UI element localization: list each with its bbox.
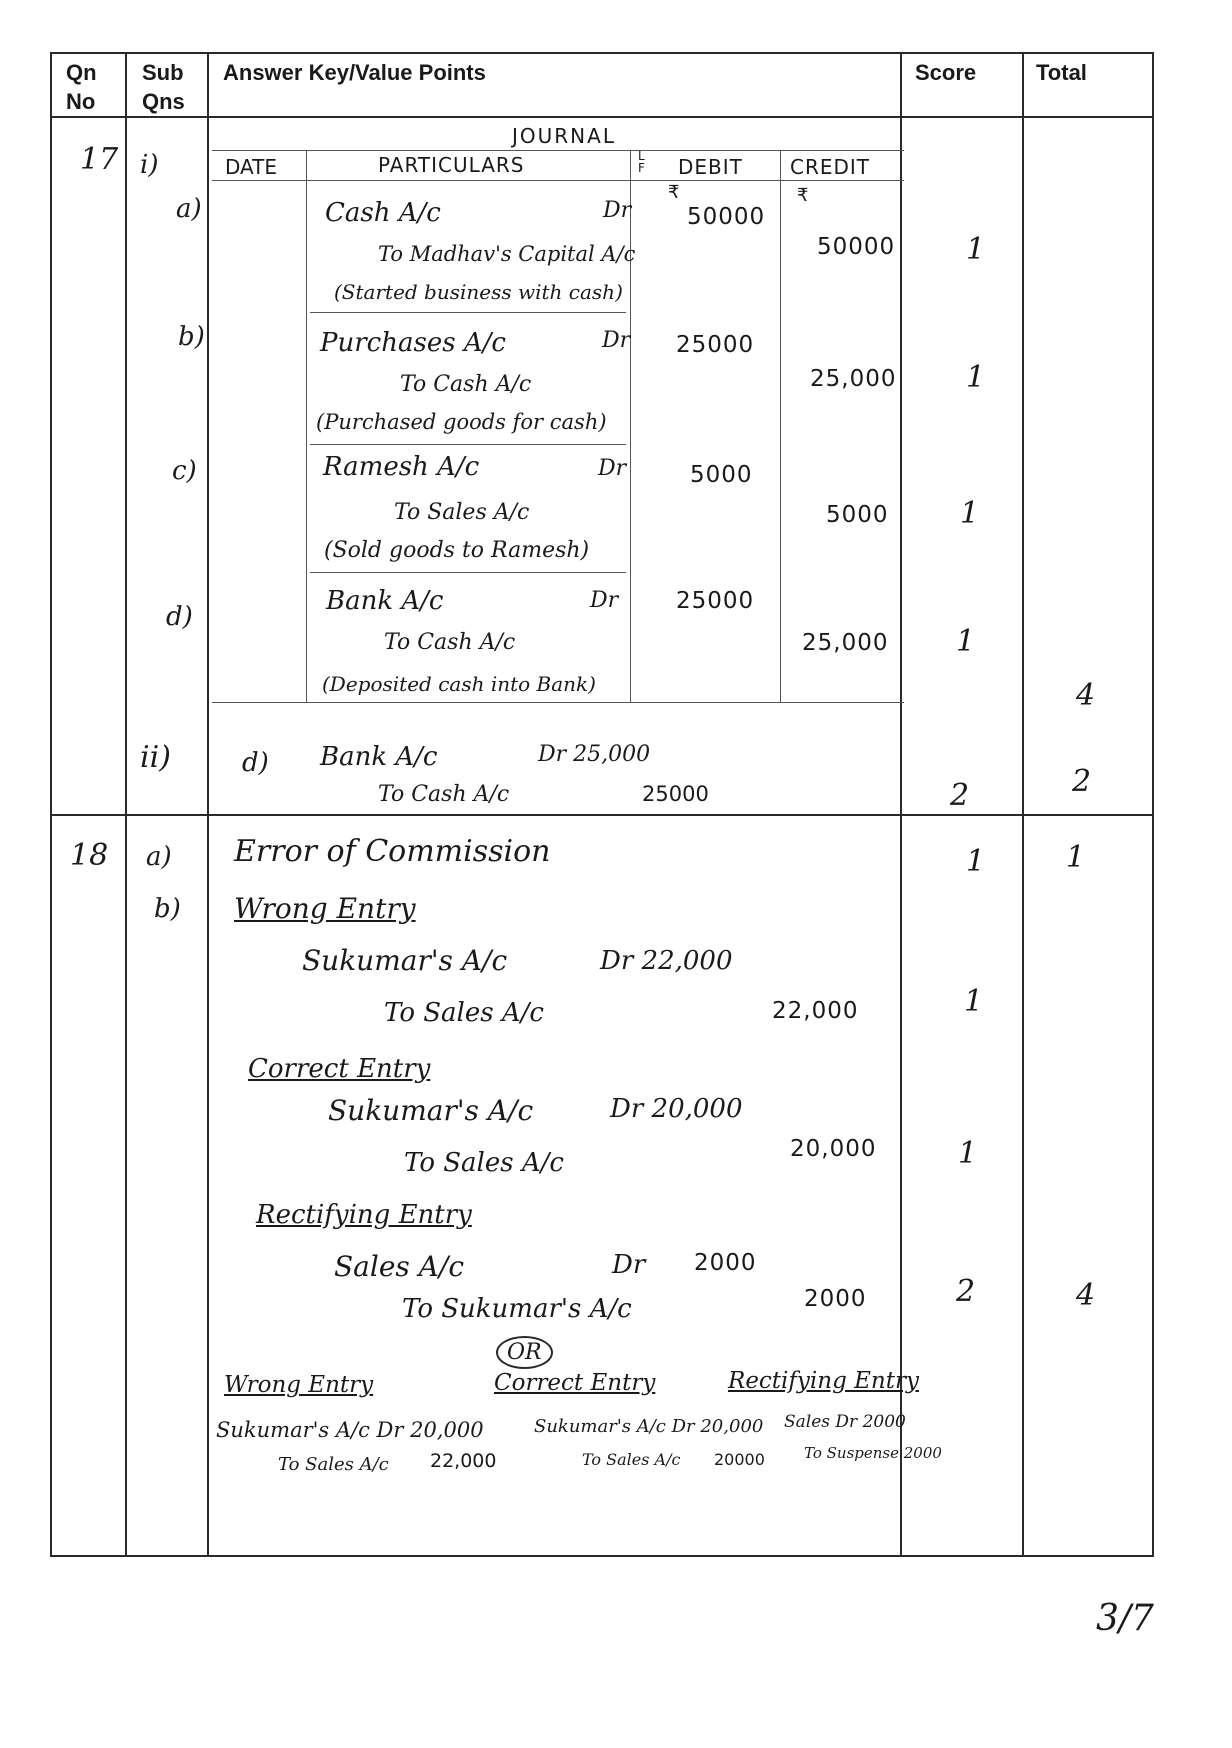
q17-q18-divider	[50, 814, 1154, 816]
wrong-entry-credit-account: To Sales A/c	[384, 998, 544, 1028]
wrong-entry-score: 1	[964, 984, 984, 1019]
entry-c-debit-account: Ramesh A/c	[323, 452, 480, 482]
entry-c-debit-amount: 5000	[690, 462, 753, 488]
part-ii-option: d)	[242, 748, 269, 778]
part-ii-total: 2	[1072, 764, 1092, 799]
table-border-left	[50, 52, 52, 1557]
wrong-entry-heading: Wrong Entry	[234, 892, 416, 925]
entry-a-debit-account: Cash A/c	[325, 198, 441, 228]
entry-a-label: a)	[176, 194, 202, 224]
correct-entry-credit-amount: 20,000	[790, 1136, 877, 1162]
alt-rectify-heading: Rectifying Entry	[728, 1368, 919, 1394]
entry-b-credit-account: To Cash A/c	[400, 372, 532, 397]
header-qn-no: Qn No	[66, 60, 97, 114]
q18-number: 18	[70, 838, 109, 873]
rectifying-entry-dr: Dr	[612, 1250, 646, 1280]
correct-entry-heading: Correct Entry	[248, 1054, 431, 1084]
entry-a-score: 1	[966, 232, 986, 267]
entry-d-credit-amount: 25,000	[802, 630, 889, 656]
header-score: Score	[915, 60, 977, 85]
entry-a-credit-account: To Madhav's Capital A/c	[378, 242, 636, 266]
alt-correct-heading: Correct Entry	[494, 1370, 656, 1396]
wrong-entry-dr-amount: Dr 22,000	[600, 946, 733, 976]
entry-c-label: c)	[172, 456, 197, 486]
entry-d-debit-account: Bank A/c	[326, 586, 444, 616]
entry-a-narration: (Started business with cash)	[334, 280, 623, 304]
entry-b-label: b)	[178, 322, 205, 352]
alt-wrong-credit-amount: 22,000	[430, 1450, 497, 1472]
table-border-bottom	[50, 1555, 1154, 1557]
entry-a-debit-amount: 50000	[687, 204, 766, 230]
entry-d-score: 1	[956, 624, 976, 659]
entry-d-debit-amount: 25000	[676, 588, 755, 614]
entry-b-narration: (Purchased goods for cash)	[316, 410, 607, 434]
rectifying-entry-score: 2	[956, 1274, 976, 1309]
alt-rectify-credit: To Suspense 2000	[804, 1444, 942, 1462]
entry-d-dr: Dr	[590, 588, 619, 613]
page-number: 3/7	[1096, 1598, 1154, 1639]
journal-col-lf-label: L F	[638, 149, 645, 175]
rupee-symbol-debit: ₹	[668, 182, 680, 203]
q18-a-label: a)	[146, 842, 172, 872]
alt-wrong-debit: Sukumar's A/c Dr 20,000	[216, 1418, 484, 1442]
col-divider-total	[1022, 52, 1024, 1557]
wrong-entry-debit-account: Sukumar's A/c	[302, 944, 508, 977]
part-ii-debit-account: Bank A/c	[320, 742, 438, 772]
entry-a-dr: Dr	[603, 198, 632, 223]
rectifying-entry-debit-account: Sales A/c	[334, 1250, 465, 1283]
entry-d-credit-account: To Cash A/c	[384, 630, 516, 655]
col-divider-answer	[207, 52, 209, 1557]
alt-wrong-heading: Wrong Entry	[224, 1372, 374, 1398]
entry-b-dr: Dr	[602, 328, 631, 353]
entry-a-underline	[310, 312, 626, 313]
q17-part-i: i)	[140, 150, 159, 180]
col-divider-score	[900, 52, 902, 1557]
alt-wrong-credit: To Sales A/c	[278, 1454, 389, 1475]
q17-part-ii: ii)	[140, 740, 171, 775]
header-total: Total	[1036, 60, 1087, 85]
rupee-symbol-credit: ₹	[797, 185, 809, 206]
part-ii-credit-account: To Cash A/c	[378, 782, 510, 807]
journal-col-date-label: DATE	[225, 155, 278, 179]
correct-entry-dr-amount: Dr 20,000	[610, 1094, 743, 1124]
q18-b-total: 4	[1076, 1278, 1096, 1313]
wrong-entry-credit-amount: 22,000	[772, 998, 859, 1024]
q18-a-total: 1	[1066, 840, 1086, 875]
journal-col-particulars-label: PARTICULARS	[378, 153, 525, 177]
rectifying-entry-credit-amount: 2000	[804, 1286, 867, 1312]
alt-correct-credit: To Sales A/c	[582, 1450, 681, 1469]
rectifying-entry-heading: Rectifying Entry	[256, 1200, 472, 1230]
part-ii-credit-amount: 25000	[642, 782, 709, 806]
alt-rectify-debit: Sales Dr 2000	[784, 1412, 906, 1432]
q18-a-score: 1	[966, 844, 986, 879]
entry-b-score: 1	[966, 360, 986, 395]
q18-b-label: b)	[154, 894, 181, 924]
journal-col-debit-label: DEBIT	[678, 155, 743, 179]
entry-b-credit-amount: 25,000	[810, 366, 897, 392]
entry-c-narration: (Sold goods to Ramesh)	[324, 538, 590, 563]
entry-c-dr: Dr	[598, 456, 627, 481]
journal-col-lf	[630, 150, 631, 702]
q17-i-total: 4	[1076, 678, 1096, 713]
col-divider-sub	[125, 52, 127, 1557]
journal-title: JOURNAL	[512, 124, 616, 148]
header-row-divider	[50, 116, 1154, 118]
alt-correct-credit-amount: 20000	[714, 1450, 765, 1469]
entry-c-underline	[310, 572, 626, 573]
part-ii-score: 2	[950, 778, 970, 813]
entry-b-debit-amount: 25000	[676, 332, 755, 358]
table-border-top	[50, 52, 1154, 54]
entry-b-debit-account: Purchases A/c	[320, 328, 506, 358]
or-circled: OR	[496, 1336, 553, 1369]
table-border-right	[1152, 52, 1154, 1557]
correct-entry-score: 1	[958, 1136, 978, 1171]
entry-a-credit-amount: 50000	[817, 234, 896, 260]
journal-col-debit	[780, 150, 781, 702]
entry-c-score: 1	[960, 496, 980, 531]
journal-col-date	[306, 150, 307, 702]
rectifying-entry-credit-account: To Sukumar's A/c	[402, 1294, 632, 1324]
q17-number: 17	[80, 142, 119, 177]
rectifying-entry-debit-amount: 2000	[694, 1250, 757, 1276]
entry-c-credit-account: To Sales A/c	[394, 500, 530, 525]
journal-top-rule	[212, 150, 904, 151]
part-ii-dr-amount: Dr 25,000	[538, 742, 651, 767]
correct-entry-credit-account: To Sales A/c	[404, 1148, 564, 1178]
alt-correct-debit: Sukumar's A/c Dr 20,000	[534, 1416, 764, 1437]
journal-col-credit-label: CREDIT	[790, 155, 871, 179]
journal-head-rule	[212, 180, 904, 181]
journal-bottom-rule	[212, 702, 904, 703]
header-sub-qns: Sub Qns	[142, 60, 185, 114]
correct-entry-debit-account: Sukumar's A/c	[328, 1094, 534, 1127]
header-answer-key: Answer Key/Value Points	[223, 60, 486, 85]
entry-d-narration: (Deposited cash into Bank)	[322, 672, 596, 696]
entry-d-label: d)	[166, 602, 193, 632]
q18-a-answer: Error of Commission	[234, 834, 551, 869]
entry-b-underline	[310, 444, 626, 445]
entry-c-credit-amount: 5000	[826, 502, 889, 528]
